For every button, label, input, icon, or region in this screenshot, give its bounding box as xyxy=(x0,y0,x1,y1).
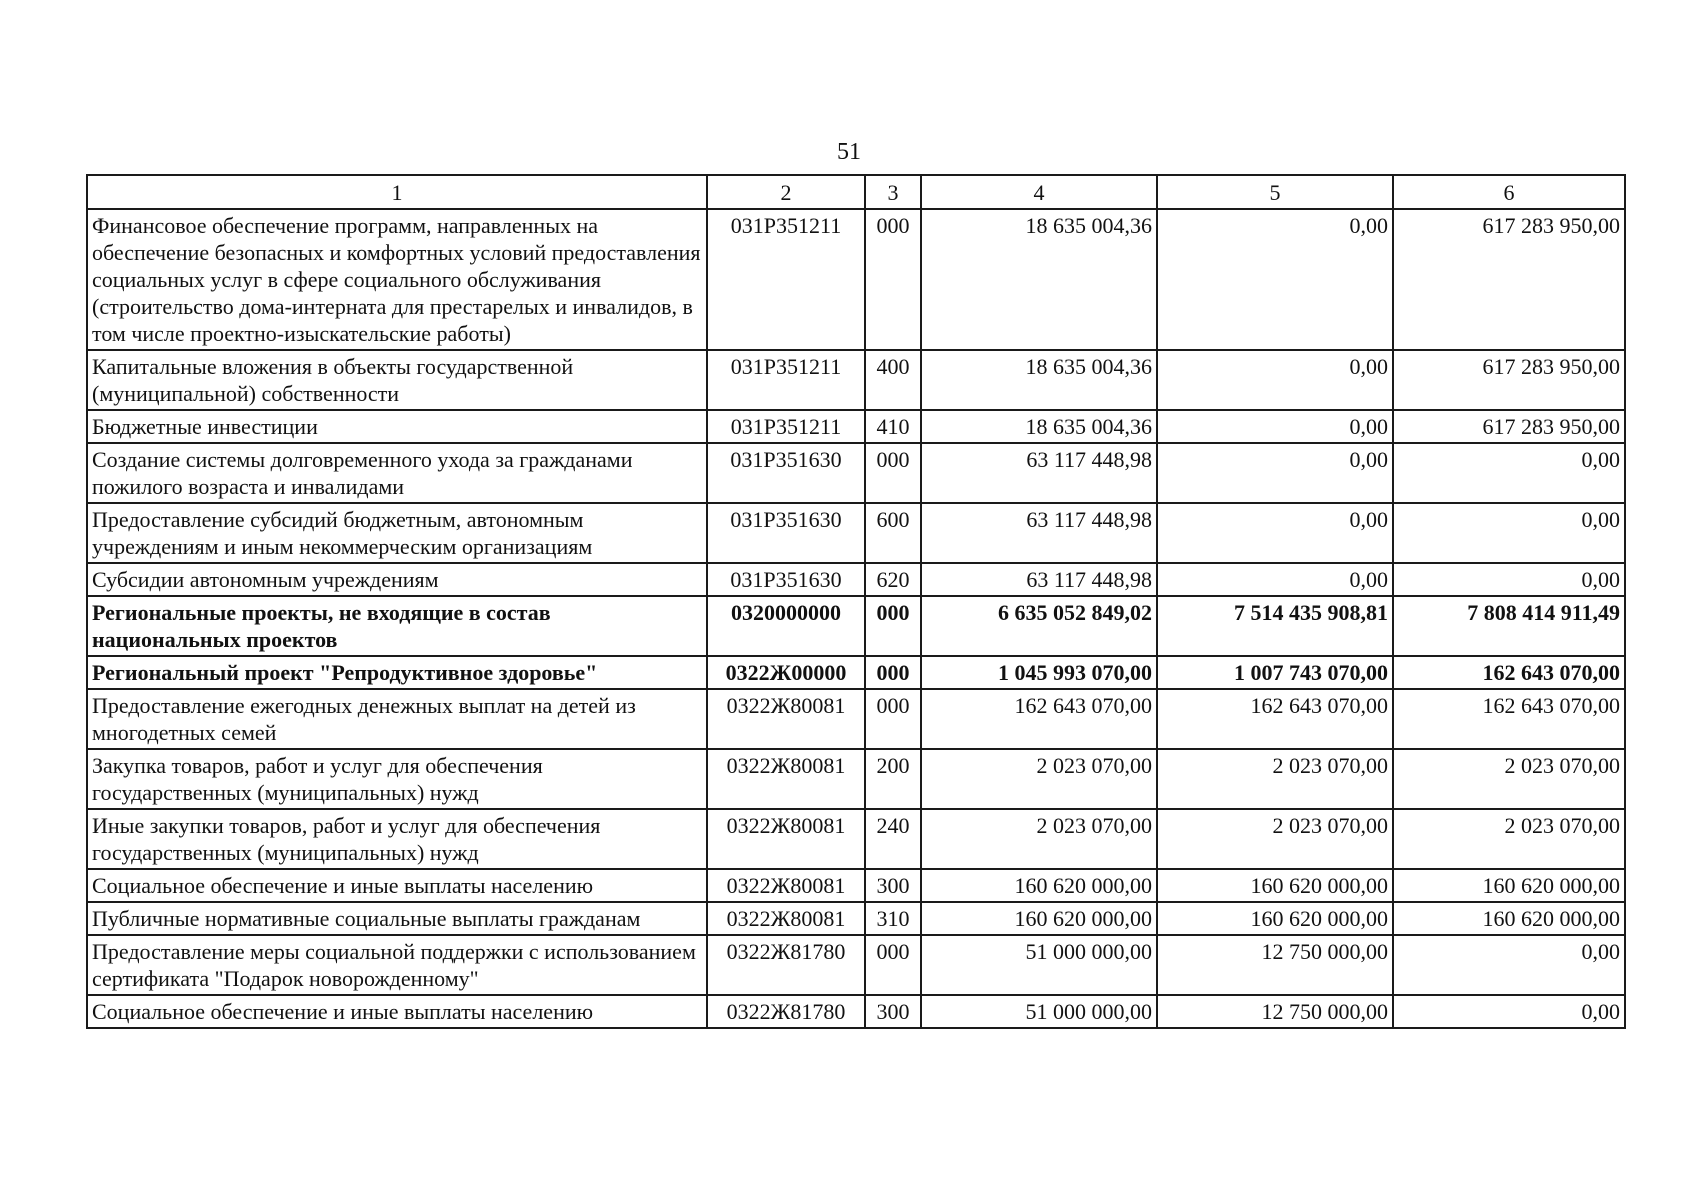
row-value-6: 162 643 070,00 xyxy=(1393,656,1625,689)
row-value-4: 18 635 004,36 xyxy=(921,209,1157,350)
row-value-5: 2 023 070,00 xyxy=(1157,749,1393,809)
table-row xyxy=(87,869,1625,902)
row-type: 200 xyxy=(865,749,921,809)
row-code: 031Р351211 xyxy=(707,350,865,410)
row-name: Финансовое обеспечение программ, направленных на обеспечение безопасных и комфортных условий предоставления социальных услуг в сфере социального обслуживания (строительство дома-интерната для престарелых и инвалидов, в том числе проектно-изыскательские работы) xyxy=(87,209,707,350)
row-name: Региональный проект "Репродуктивное здоровье" xyxy=(87,656,707,689)
row-value-6: 0,00 xyxy=(1393,503,1625,563)
row-value-5: 162 643 070,00 xyxy=(1157,689,1393,749)
header-col-2: 2 xyxy=(707,175,865,209)
row-name: Капитальные вложения в объекты государственной (муниципальной) собственности xyxy=(87,350,707,410)
row-value-6: 0,00 xyxy=(1393,995,1625,1028)
row-type: 240 xyxy=(865,809,921,869)
row-value-6: 162 643 070,00 xyxy=(1393,689,1625,749)
row-name: Закупка товаров, работ и услуг для обеспечения государственных (муниципальных) нужд xyxy=(87,749,707,809)
row-type: 000 xyxy=(865,596,921,656)
row-name: Социальное обеспечение и иные выплаты населению xyxy=(87,995,707,1028)
table-row xyxy=(87,503,1625,563)
row-value-5: 0,00 xyxy=(1157,503,1393,563)
row-code: 031Р351211 xyxy=(707,410,865,443)
row-value-4: 63 117 448,98 xyxy=(921,563,1157,596)
row-value-5: 0,00 xyxy=(1157,209,1393,350)
row-code: 031Р351630 xyxy=(707,503,865,563)
row-code: 0320000000 xyxy=(707,596,865,656)
row-value-6: 160 620 000,00 xyxy=(1393,902,1625,935)
table-row xyxy=(87,935,1625,995)
table-row xyxy=(87,443,1625,503)
row-type: 000 xyxy=(865,689,921,749)
row-value-6: 617 283 950,00 xyxy=(1393,410,1625,443)
row-value-4: 51 000 000,00 xyxy=(921,995,1157,1028)
row-value-4: 6 635 052 849,02 xyxy=(921,596,1157,656)
row-type: 300 xyxy=(865,869,921,902)
row-value-6: 617 283 950,00 xyxy=(1393,350,1625,410)
row-value-4: 18 635 004,36 xyxy=(921,350,1157,410)
row-value-4: 63 117 448,98 xyxy=(921,443,1157,503)
row-code: 0322Ж80081 xyxy=(707,902,865,935)
table-row xyxy=(87,410,1625,443)
table-row xyxy=(87,209,1625,350)
row-name: Публичные нормативные социальные выплаты гражданам xyxy=(87,902,707,935)
row-value-6: 7 808 414 911,49 xyxy=(1393,596,1625,656)
row-value-5: 2 023 070,00 xyxy=(1157,809,1393,869)
row-value-6: 2 023 070,00 xyxy=(1393,749,1625,809)
row-code: 0322Ж81780 xyxy=(707,935,865,995)
row-name: Социальное обеспечение и иные выплаты населению xyxy=(87,869,707,902)
page-number: 51 xyxy=(837,139,861,165)
table-row xyxy=(87,902,1625,935)
row-value-6: 617 283 950,00 xyxy=(1393,209,1625,350)
row-value-5: 12 750 000,00 xyxy=(1157,995,1393,1028)
header-col-5: 5 xyxy=(1157,175,1393,209)
row-value-4: 18 635 004,36 xyxy=(921,410,1157,443)
row-value-6: 160 620 000,00 xyxy=(1393,869,1625,902)
table-row xyxy=(87,563,1625,596)
row-type: 310 xyxy=(865,902,921,935)
row-name: Предоставление субсидий бюджетным, автономным учреждениям и иным некоммерческим организациям xyxy=(87,503,707,563)
row-name: Региональные проекты, не входящие в состав национальных проектов xyxy=(87,596,707,656)
row-value-4: 51 000 000,00 xyxy=(921,935,1157,995)
row-value-6: 0,00 xyxy=(1393,935,1625,995)
row-name: Субсидии автономным учреждениям xyxy=(87,563,707,596)
row-value-5: 0,00 xyxy=(1157,443,1393,503)
row-value-5: 0,00 xyxy=(1157,410,1393,443)
table-row xyxy=(87,689,1625,749)
row-code: 0322Ж80081 xyxy=(707,689,865,749)
row-value-4: 1 045 993 070,00 xyxy=(921,656,1157,689)
row-type: 000 xyxy=(865,935,921,995)
row-type: 000 xyxy=(865,209,921,350)
row-code: 0322Ж80081 xyxy=(707,869,865,902)
row-type: 300 xyxy=(865,995,921,1028)
row-value-4: 160 620 000,00 xyxy=(921,869,1157,902)
row-value-5: 0,00 xyxy=(1157,350,1393,410)
row-type: 620 xyxy=(865,563,921,596)
row-code: 0322Ж80081 xyxy=(707,749,865,809)
row-code: 031Р351211 xyxy=(707,209,865,350)
row-name: Иные закупки товаров, работ и услуг для обеспечения государственных (муниципальных) нужд xyxy=(87,809,707,869)
row-value-6: 0,00 xyxy=(1393,563,1625,596)
header-col-3: 3 xyxy=(865,175,921,209)
row-value-4: 63 117 448,98 xyxy=(921,503,1157,563)
row-value-5: 160 620 000,00 xyxy=(1157,902,1393,935)
row-value-6: 2 023 070,00 xyxy=(1393,809,1625,869)
row-type: 400 xyxy=(865,350,921,410)
row-type: 000 xyxy=(865,443,921,503)
row-code: 0322Ж81780 xyxy=(707,995,865,1028)
row-name: Предоставление ежегодных денежных выплат на детей из многодетных семей xyxy=(87,689,707,749)
row-code: 031Р351630 xyxy=(707,443,865,503)
row-value-5: 7 514 435 908,81 xyxy=(1157,596,1393,656)
budget-table xyxy=(86,174,1626,1029)
row-value-4: 2 023 070,00 xyxy=(921,809,1157,869)
row-name: Создание системы долговременного ухода за гражданами пожилого возраста и инвалидами xyxy=(87,443,707,503)
table-row xyxy=(87,350,1625,410)
row-value-4: 160 620 000,00 xyxy=(921,902,1157,935)
table-row xyxy=(87,749,1625,809)
row-value-5: 1 007 743 070,00 xyxy=(1157,656,1393,689)
row-value-5: 0,00 xyxy=(1157,563,1393,596)
header-row xyxy=(87,175,1625,209)
row-value-5: 160 620 000,00 xyxy=(1157,869,1393,902)
row-value-4: 162 643 070,00 xyxy=(921,689,1157,749)
table-row xyxy=(87,995,1625,1028)
row-code: 031Р351630 xyxy=(707,563,865,596)
table-row xyxy=(87,809,1625,869)
row-name: Предоставление меры социальной поддержки с использованием сертификата "Подарок новорожденному" xyxy=(87,935,707,995)
table-row-bold xyxy=(87,656,1625,689)
row-name: Бюджетные инвестиции xyxy=(87,410,707,443)
header-col-4: 4 xyxy=(921,175,1157,209)
row-code: 0322Ж80081 xyxy=(707,809,865,869)
row-code: 0322Ж00000 xyxy=(707,656,865,689)
row-value-6: 0,00 xyxy=(1393,443,1625,503)
row-value-4: 2 023 070,00 xyxy=(921,749,1157,809)
header-col-6: 6 xyxy=(1393,175,1625,209)
row-type: 410 xyxy=(865,410,921,443)
row-type: 600 xyxy=(865,503,921,563)
header-col-1: 1 xyxy=(87,175,707,209)
table-row-bold xyxy=(87,596,1625,656)
row-type: 000 xyxy=(865,656,921,689)
row-value-5: 12 750 000,00 xyxy=(1157,935,1393,995)
